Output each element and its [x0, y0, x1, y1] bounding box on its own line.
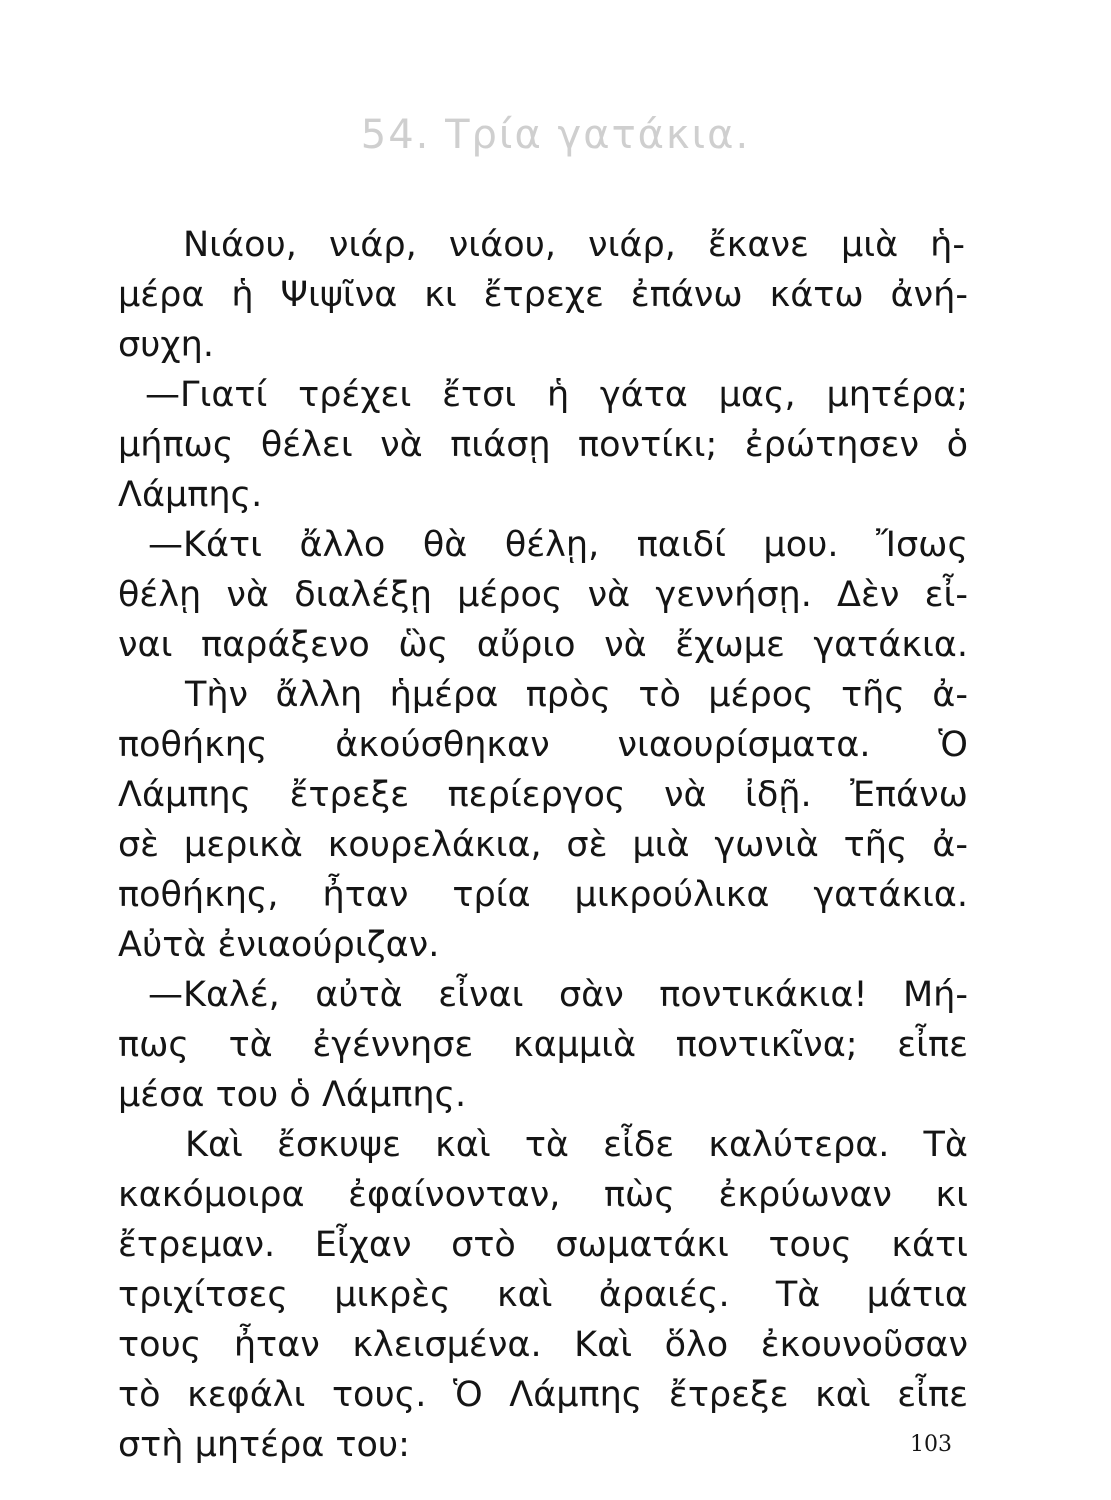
text-line: θέλῃ νὰ διαλέξῃ μέρος νὰ γεννήσῃ. Δὲν εἶ- [118, 575, 968, 615]
text-line: ποθήκης ἀκούσθηκαν νιαουρίσματα. Ὁ [118, 725, 968, 765]
text-line: τὸ κεφάλι τους. Ὁ Λάμπης ἔτρεξε καὶ εἶπε [118, 1375, 968, 1415]
text-line: κακόμοιρα ἐφαίνονταν, πὼς ἐκρύωναν κι [118, 1175, 968, 1215]
text-line: σὲ μερικὰ κουρελάκια, σὲ μιὰ γωνιὰ τῆς ἀ- [118, 825, 968, 865]
text-line: Αὐτὰ ἐνιαούριζαν. [118, 925, 440, 965]
text-line: ἔτρεμαν. Εἶχαν στὸ σωματάκι τους κάτι [118, 1225, 968, 1265]
chapter-title: 54. Τρία γατάκια. [360, 112, 751, 158]
text-line: στὴ μητέρα του: [118, 1425, 410, 1465]
text-line: —Κάτι ἄλλο θὰ θέλῃ, παιδί μου. Ἴσως [148, 525, 968, 565]
text-line: ποθήκης, ἦταν τρία μικρούλικα γατάκια. [118, 875, 968, 915]
text-line: μήπως θέλει νὰ πιάσῃ ποντίκι; ἐρώτησεν ὁ [118, 425, 968, 465]
text-line: μέσα του ὁ Λάμπης. [118, 1075, 467, 1115]
text-line: Καὶ ἔσκυψε καὶ τὰ εἶδε καλύτερα. Τὰ [185, 1125, 968, 1165]
page-number: 103 [910, 1432, 952, 1457]
text-line: συχη. [118, 325, 214, 365]
text-line: τους ἦταν κλεισμένα. Καὶ ὅλο ἐκουνοῦσαν [118, 1325, 968, 1365]
text-line: —Καλέ, αὐτὰ εἶναι σὰν ποντικάκια! Μή- [148, 975, 968, 1015]
text-line: Λάμπης. [118, 475, 263, 515]
text-line: πως τὰ ἐγέννησε καμμιὰ ποντικῖνα; εἶπε [118, 1025, 968, 1065]
text-line: —Γιατί τρέχει ἔτσι ἡ γάτα μας, μητέρα; [145, 375, 968, 415]
text-line: τριχίτσες μικρὲς καὶ ἀραιές. Τὰ μάτια [118, 1275, 968, 1315]
text-line: ναι παράξενο ὣς αὔριο νὰ ἔχωμε γατάκια. [118, 625, 968, 665]
text-line: Νιάου, νιάρ, νιάου, νιάρ, ἔκανε μιὰ ἡ- [183, 225, 965, 265]
text-line: Λάμπης ἔτρεξε περίεργος νὰ ἰδῇ. Ἐπάνω [118, 775, 968, 815]
text-line: Τὴν ἄλλη ἡμέρα πρὸς τὸ μέρος τῆς ἀ- [185, 675, 968, 715]
text-line: μέρα ἡ Ψιψῖνα κι ἔτρεχε ἐπάνω κάτω ἀνή- [118, 275, 968, 315]
